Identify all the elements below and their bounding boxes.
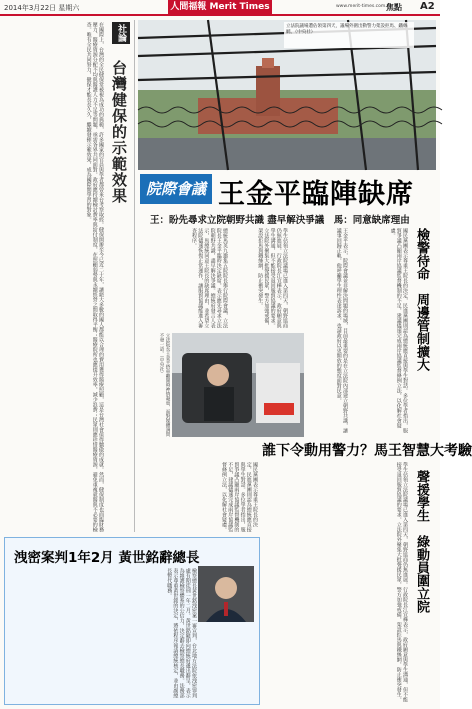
masthead-logo: 人間福報 Merit Times	[168, 0, 272, 14]
page-number: A2	[420, 1, 435, 12]
column-divider	[134, 20, 135, 532]
sidebar-story-headline: 洩密案判1年2月 黃世銘辭總長	[14, 550, 200, 566]
car-photo-image	[172, 333, 304, 437]
editorial-title: 台灣健保的示範效果	[110, 60, 128, 204]
headline-badge: 院際會議	[140, 174, 212, 204]
sidebar-story-body: 檢察總長黃世銘洩密案一審宣判，台北地方法院依洩密罪判處有期徒刑一年二月。黃世銘隨即向總統府遞出辭呈，表示為維護檢察體系的公信力，決定辭去檢察總長職務。法務部表示尊重黃世銘的決定，將依程序報請總統核定，並由副總長暫代職務。	[166, 568, 197, 698]
headline-subhead: 王：盼先尋求立院朝野共識 盡早解決爭議 馬：同意缺席理由	[150, 215, 410, 226]
headline-main: 王金平臨陣缺席	[218, 179, 414, 210]
car-photo	[172, 333, 304, 437]
side-headline-2: 聲援學生 綠動員圍立院	[414, 470, 429, 613]
portrait-image	[198, 566, 254, 622]
editorial-column	[4, 22, 132, 532]
page-header	[0, 0, 440, 16]
story-column-3: 王金平表示，院際會議並非解決問題的場域，目前最重要的是在立法院內部建立朝野共識，讓議事回歸正軌。他呼籲學生理性表達訴求，也請政府以更開放的態度面對民意。	[335, 228, 348, 433]
mid-headline: 誰下令動用警力？馬王智慧大考驗	[262, 443, 472, 459]
car-photo-caption: 立法院長王金平搭車離開時神情凝重，面對媒體詢問不發一語。（中央社）	[159, 333, 170, 437]
editorial-tag: 社論	[112, 22, 130, 44]
issue-date: 2014年3月22日 星期六	[4, 4, 80, 12]
editorial-body: 在國際上，台灣的全民健保常被視為成功的典範，許多國家的官員與學者都曾來台考察取經。健保開辦至今已近二十年，讓絕大多數的國人都能以合理的費用獲得醫療照顧，這是台灣社會值得驕傲的成就。然而，健保制度也面臨財務壓力、醫療資源分配不均與醫護人力不足等問題，亟需各界共同面對。政府應持續檢討費率與給付制度，在照顧弱勢與永續經營之間取得平衡；醫療院所也應提升效率，減少浪費；民眾則應珍惜醫療資源，避免重複就醫與不必要的檢查。唯有全民共同努力，健保才能長長久久，繼續發揮示範效果，成為國際間學習的對象。	[85, 22, 104, 532]
side-headline-1: 檢警待命 周邊管制擴大	[414, 228, 429, 371]
story-column-1: 總統馬英九邀集五院院長舉行院際會議，立法院長王金平臨時決定缺席，表示應先尋求立法院朝野共識，盡早解決爭議。總統府發言人表示，馬總統同意王院長的缺席理由，並希望立法院儘速恢復正常運作，讓服貿協議能進入審查程序。	[190, 228, 228, 328]
site-url: www.merit-times.com.tw	[336, 4, 393, 9]
story-column-4: 國民黨團表示尊重王院長的決定，民進黨團則認為總統應直接與學生對話。多位學者指出，服貿爭議凸顯兩岸協議監督機制的不足，建議儘速完成兩岸協議監督條例立法，以化解社會疑慮。	[389, 228, 408, 433]
story-column-2: 學生佔領立法院議場已進入第四天，朝野協商仍無進展。行政院長江宜樺表示，政府願意與學生溝通，但不能接受退回服貿協議的要求。立法院外聚集大批聲援民眾，警方加強戒備，架設拒馬與鐵絲網，防止衝突發生。	[257, 228, 288, 328]
headline-row	[138, 172, 436, 208]
portrait-photo	[198, 566, 254, 622]
section-name: 焦點	[386, 3, 402, 12]
photo-caption: 立法院議場遭佔領第四天，議場外圍出動警力架設拒馬、鐵絲網。（中央社）	[284, 22, 414, 48]
story-column-6: 學生佔領立法院議場已進入第四天，朝野協商仍無進展。行政院長江宜樺表示，政府願意與學生溝通，但不能接受退回服貿協議的要求。立法院外聚集大批聲援民眾，警方加強戒備，架設拒馬與鐵絲網，防止衝突發生。	[395, 462, 408, 702]
story-column-5: 國民黨團表示尊重王院長的決定，民進黨團則認為總統應直接與學生對話。多位學者指出，服貿爭議凸顯兩岸協議監督機制的不足，建議儘速完成兩岸協議監督條例立法，以化解社會疑慮。	[220, 462, 258, 532]
